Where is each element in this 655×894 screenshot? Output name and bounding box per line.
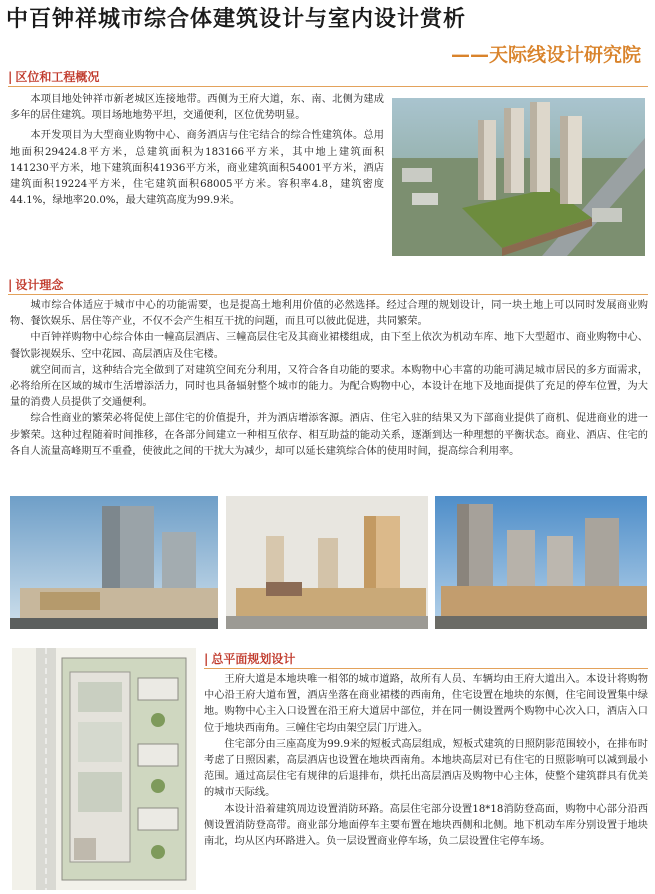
aerial-view-image <box>392 98 645 256</box>
paragraph: 就空间而言，这种结合完全做到了对建筑空间充分利用，又符合各自功能的要求。本购物中心丰富的功能可满足城市居民的多方面需求，必将给所在区域的城市生活增添活力，同时也具备辐射整个城市的能力。为配合购物中心，本设计在地下及地面提供了充足的停车位置，为大量的消费人员提供了交通便利。 <box>10 364 648 409</box>
section-body-site-plan <box>204 672 648 850</box>
section-body-concept <box>10 298 648 460</box>
paragraph: 中百钟祥购物中心综合体由一幢高层酒店、三幢高层住宅及其商业裙楼组成，由下至上依次为机动车库、地下大型超市、商业购物中心、餐饮影视娱乐、空中花园、高层酒店及住宅楼。 <box>10 332 648 360</box>
render-image-3 <box>435 496 647 629</box>
paragraph: 综合性商业的繁荣必将促使上部住宅的价值提升，并为酒店增添客源。酒店、住宅入驻的结果又为下部商业提供了商机、促进商业的进一步繁荣。这种过程随着时间推移，在各部分间建立一种相互依存、相互助益的能动关系，逐渐到达一种理想的平衡状态。商业、酒店、住宅的各自人流量高峰期互不重叠，使彼此之间的干扰大为减少，却可以延长建筑综合体的使用时间，提高综合利用率。 <box>10 413 648 457</box>
paragraph: 住宅部分由三座高度为99.9米的短板式高层组成，短板式建筑的日照阴影范围较小，在排布时考虑了日照因素，高层酒店也设置在地块西南角。本地块高层对已有住宅的日照影响可以减到最小范围。通过高层住宅有规律的后退排布，烘托出高层酒店及购物中心主体，使整个建筑群具有优美的城市天际线。 <box>204 738 648 799</box>
section-heading-concept: | 设计理念 <box>8 276 63 293</box>
paragraph: 本项目地处钟祥市新老城区连接地带。西侧为王府大道，东、南、北侧为建成多年的居住建筑。项目场地地势平坦，交通便利，区位优势明显。 <box>10 94 384 122</box>
render-image-1 <box>10 496 218 629</box>
paragraph: 本开发项目为大型商业购物中心、商务酒店与住宅结合的综合性建筑体。总用地面积29424.8平方米，总建筑面积为183166平方米，其中地上建筑面积141230平方米，地下建筑面积41936平方米，商业建筑面积54001平方米，酒店建筑面积19224平方米，住宅建筑面积68005平方米。容积率4.8，建筑密度44.1%，绿地率20.0%，最大建筑高度为99.9米。 <box>10 130 384 207</box>
site-plan-image <box>12 648 196 890</box>
page-title: 中百钟祥城市综合体建筑设计与室内设计赏析 <box>6 6 467 32</box>
paragraph: 本设计沿着建筑周边设置消防环路。高层住宅部分设置18*18消防登高面，购物中心部分沿西侧设置消防登高带。商业部分地面停车主要布置在地块西侧和北侧。地下机动车库分别设置于地块南北，均从区内环路进入。负一层设置商业停车场，负二层设置住宅停车场。 <box>204 803 648 848</box>
section-divider <box>8 294 648 295</box>
section-heading-location: | 区位和工程概况 <box>8 68 99 85</box>
section-heading-site-plan: | 总平面规划设计 <box>204 650 295 667</box>
section-divider <box>8 86 648 87</box>
render-image-2 <box>226 496 428 629</box>
paragraph: 城市综合体适应于城市中心的功能需要，也是提高土地利用价值的必然选择。经过合理的规划设计，同一块土地上可以同时发展商业购物、餐饮娱乐、居住等产业，不仅不会产生相互干扰的问题，而且可以彼此促进，共同繁荣。 <box>10 300 648 328</box>
page-subtitle: ——天际线设计研究院 <box>450 44 641 66</box>
section-divider <box>204 668 648 669</box>
paragraph: 王府大道是本地块唯一相邻的城市道路，故所有人员、车辆均由王府大道出入。本设计将购物中心沿王府大道布置，酒店坐落在商业裙楼的西南角，住宅设置在地块的东侧，住宅间设置集中绿地。购物中心主入口设置在沿王府大道居中部位，并在同一侧设置两个购物中心次入口，酒店入口位于地块西南角。三幢住宅均由架空层门厅进入。 <box>204 674 648 734</box>
section-body-location <box>10 92 384 209</box>
